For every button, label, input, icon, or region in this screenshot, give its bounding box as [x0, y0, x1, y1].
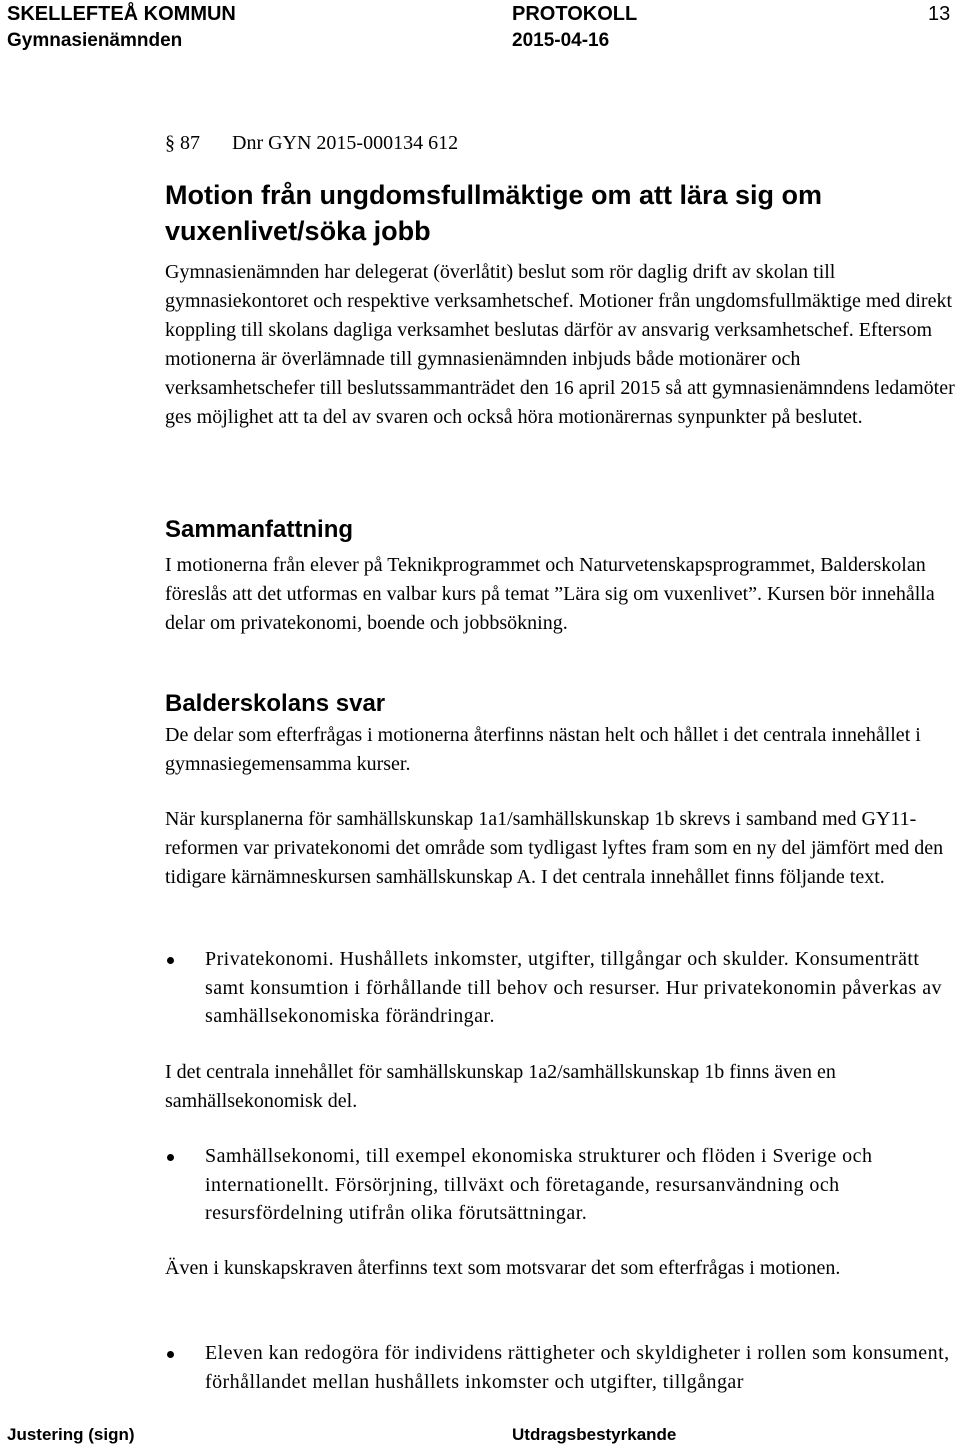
header-date: 2015-04-16: [512, 30, 610, 51]
header-org: SKELLEFTEÅ KOMMUN: [7, 3, 236, 25]
page-number: 13: [928, 3, 951, 25]
header-board: Gymnasienämnden: [7, 30, 183, 51]
footer-utdragsbestyrkande: Utdragsbestyrkande: [512, 1425, 677, 1444]
answer-paragraph-4: Även i kunskapskraven återfinns text som motsvarar det som efterfrågas i motionen.: [165, 1257, 841, 1279]
intro-paragraph: Gymnasienämnden har delegerat (överlåtit) beslut som rör daglig drift av skolan till gymnasiekontoret och respektive verksamhetschef. Motioner från ungdomsfullmäktige med direkt koppling till skolans dagliga verksamhet beslutas därför av ansvarig verksamhetschef. Eftersom motionerna är överlämnade till gymnasienämnden inbjuds både motionärer och verksamhetschefer till beslutssammanträdet den 16 april 2015 så att gymnasienämndens ledamöter ges möjlighet att ta del av svaren och också höra motionärernas synpunkter på beslutet.: [165, 261, 955, 428]
paragraph-reference: [165, 129, 458, 157]
answer-paragraph-2: När kursplanerna för samhällskunskap 1a1/samhällskunskap 1b skrevs i samband med GY11-reformen var privatekonomi det område som tydligast lyftes fram som en ny del jämfört med den tidigare kärnämneskursen samhällskunskap A. I det centrala innehållet finns följande text.: [165, 808, 944, 888]
header-doc-type: PROTOKOLL: [512, 3, 638, 25]
bullet-text: Privatekonomi. Hushållets inkomster, utgifter, tillgångar och skulder. Konsumenträtt samt konsumtion i förhållande till behov och resurser. Hur privatekonomin påverkas av samhällsekonomiska förändringar.: [205, 948, 942, 1027]
paragraph-number: § 87: [165, 132, 200, 154]
bullet-icon: [167, 1351, 174, 1358]
summary-heading: Sammanfattning: [165, 516, 354, 543]
summary-paragraph: I motionerna från elever på Teknikprogrammet och Naturvetenskapsprogrammet, Balderskolan föreslås att det utformas en valbar kurs på temat ”Lära sig om vuxenlivet”. Kursen bör innehålla delar om privatekonomi, boende och jobbsökning.: [165, 554, 935, 634]
page-title: Motion från ungdomsfullmäktige om att lära sig om vuxenlivet/söka jobb: [165, 180, 823, 246]
footer-justering: Justering (sign): [7, 1425, 135, 1444]
bullet-icon: [167, 1154, 174, 1161]
answer-heading: Balderskolans svar: [165, 690, 386, 717]
dnr-number: Dnr GYN 2015-000134 612: [232, 132, 459, 154]
bullet-text: Samhällsekonomi, till exempel ekonomiska strukturer och flöden i Sverige och internationellt. Försörjning, tillväxt och företagande, resursanvändning och resursfördelning utifrån olika förutsättningar.: [205, 1145, 873, 1224]
answer-paragraph-1: De delar som efterfrågas i motionerna återfinns nästan helt och hållet i det centrala innehållet i gymnasiegemensamma kurser.: [165, 724, 921, 775]
bullet-text: Eleven kan redogöra för individens rättigheter och skyldigheter i rollen som konsument, förhållandet mellan hushållets inkomster och utgifter, tillgångar: [205, 1342, 950, 1393]
answer-paragraph-3: I det centrala innehållet för samhällskunskap 1a2/samhällskunskap 1b finns även en samhällsekonomisk del.: [165, 1061, 836, 1112]
bullet-icon: [167, 957, 174, 964]
